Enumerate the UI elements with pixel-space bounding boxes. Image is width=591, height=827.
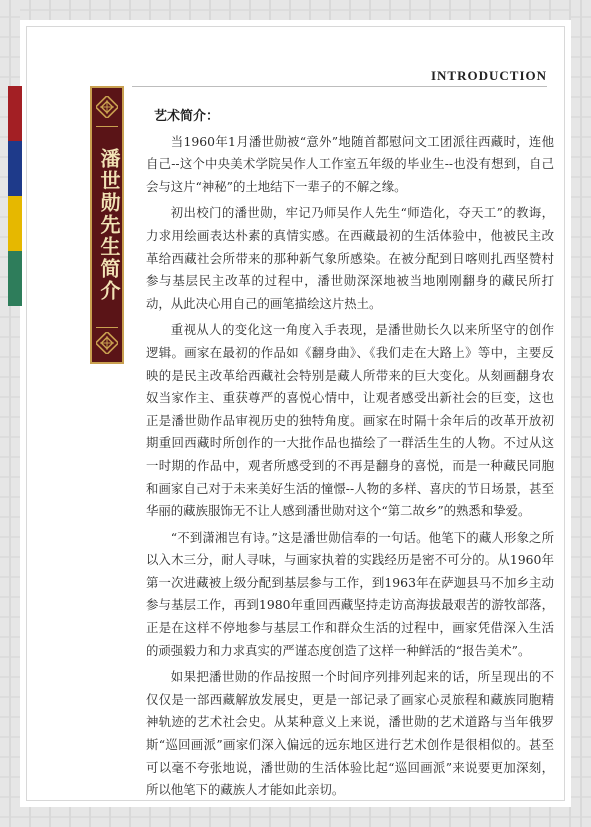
green-strip [8, 251, 22, 306]
decorative-border-right [571, 0, 591, 827]
banner-title: 潘世勋先生简介 [97, 148, 121, 302]
red-strip [8, 86, 22, 141]
paragraph: 初出校门的潘世勋，牢记乃师吴作人先生“师造化，夺天工”的教诲，力求用绘画表达朴素的真情实感。在西藏最初的生活体验中，他被民主改革给西藏社会所带来的那种新气象所感染。在被分配到日喀则扎西坚赞村参与基层民主改革的过程中，潘世勋深深地被当地刚刚翻身的藏民所打动，从此决心用自己的画笔描绘这片热土。 [146, 205, 554, 311]
blue-strip [8, 141, 22, 196]
header-rule [132, 86, 547, 87]
paragraph: 如果把潘世勋的作品按照一个时间序列排列起来的话，所呈现出的不仅仅是一部西藏解放发展史，更是一部记录了画家心灵旅程和藏族同胞精神轨迹的艺术社会史。从某种意义上来说，潘世勋的艺术道路与当年俄罗斯“巡回画派”画家们深入偏远的远东地区进行艺术创作是很相似的。甚至可以毫不夸张地说，潘世勋的生活体验比起“巡回画派”来说要更加深刻，所以他笔下的藏族人才能如此亲切。 [146, 669, 554, 798]
color-strips [8, 86, 22, 306]
paragraph: 当1960年1月潘世勋被“意外”地随首都慰问文工团派往西藏时，连他自己--这个中央美术学院吴作人工作室五年级的毕业生--也没有想到，自己会与这片“神秘”的土地结下一辈子的不解之缘。 [146, 133, 554, 194]
page-header-label: INTRODUCTION [430, 68, 547, 83]
endless-knot-icon [92, 328, 122, 358]
side-title-banner [90, 86, 124, 364]
paragraph: “不到潇湘岂有诗。”这是潘世勋信奉的一句话。他笔下的藏人形象之所以入木三分，耐人寻味，与画家执着的实践经历是密不可分的。从1960年第一次进藏被上级分配到基层参与工作，到1963年在萨迦县马不加乡主动参与基层工作，再到1980年重回西藏坚持走访高海拔最艰苦的游牧部落，正是在这样不停地参与基层工作和群众生活的过程中，画家凭借深入生活的顽强毅力和力求真实的严谨态度创造了这样一种鲜活的“报告美术”。 [146, 529, 554, 658]
section-title: 艺术简介： [154, 109, 220, 124]
article-body [146, 106, 554, 806]
decorative-border-bottom [0, 807, 591, 827]
yellow-strip [8, 196, 22, 251]
decorative-border-top [0, 0, 591, 20]
paragraph: 重视从人的变化这一角度入手表现，是潘世勋长久以来所坚守的创作逻辑。画家在最初的作品如《翻身曲》、《我们走在大路上》等中，主要反映的是民主改革给西藏社会特别是藏人所带来的巨大变化。从刻画翻身农奴当家作主、重获尊严的喜悦心情中，让观者感受出新社会的巨变，这也正是潘世勋作品审视历史的独特角度。画家在时隔十余年后的改革开放初期重回西藏时所创作的一大批作品也描绘了一群活生生的人物。不过从这一时期的作品中，观者所感受到的不再是翻身的喜悦，而是一种藏民同胞和画家自己对于未来美好生活的憧憬--人物的多样、喜庆的节日场景，甚至华丽的藏族服饰无不让人感到潘世勋对这个“第二故乡”的熟悉和挚爱。 [146, 322, 554, 519]
endless-knot-icon [92, 92, 122, 122]
